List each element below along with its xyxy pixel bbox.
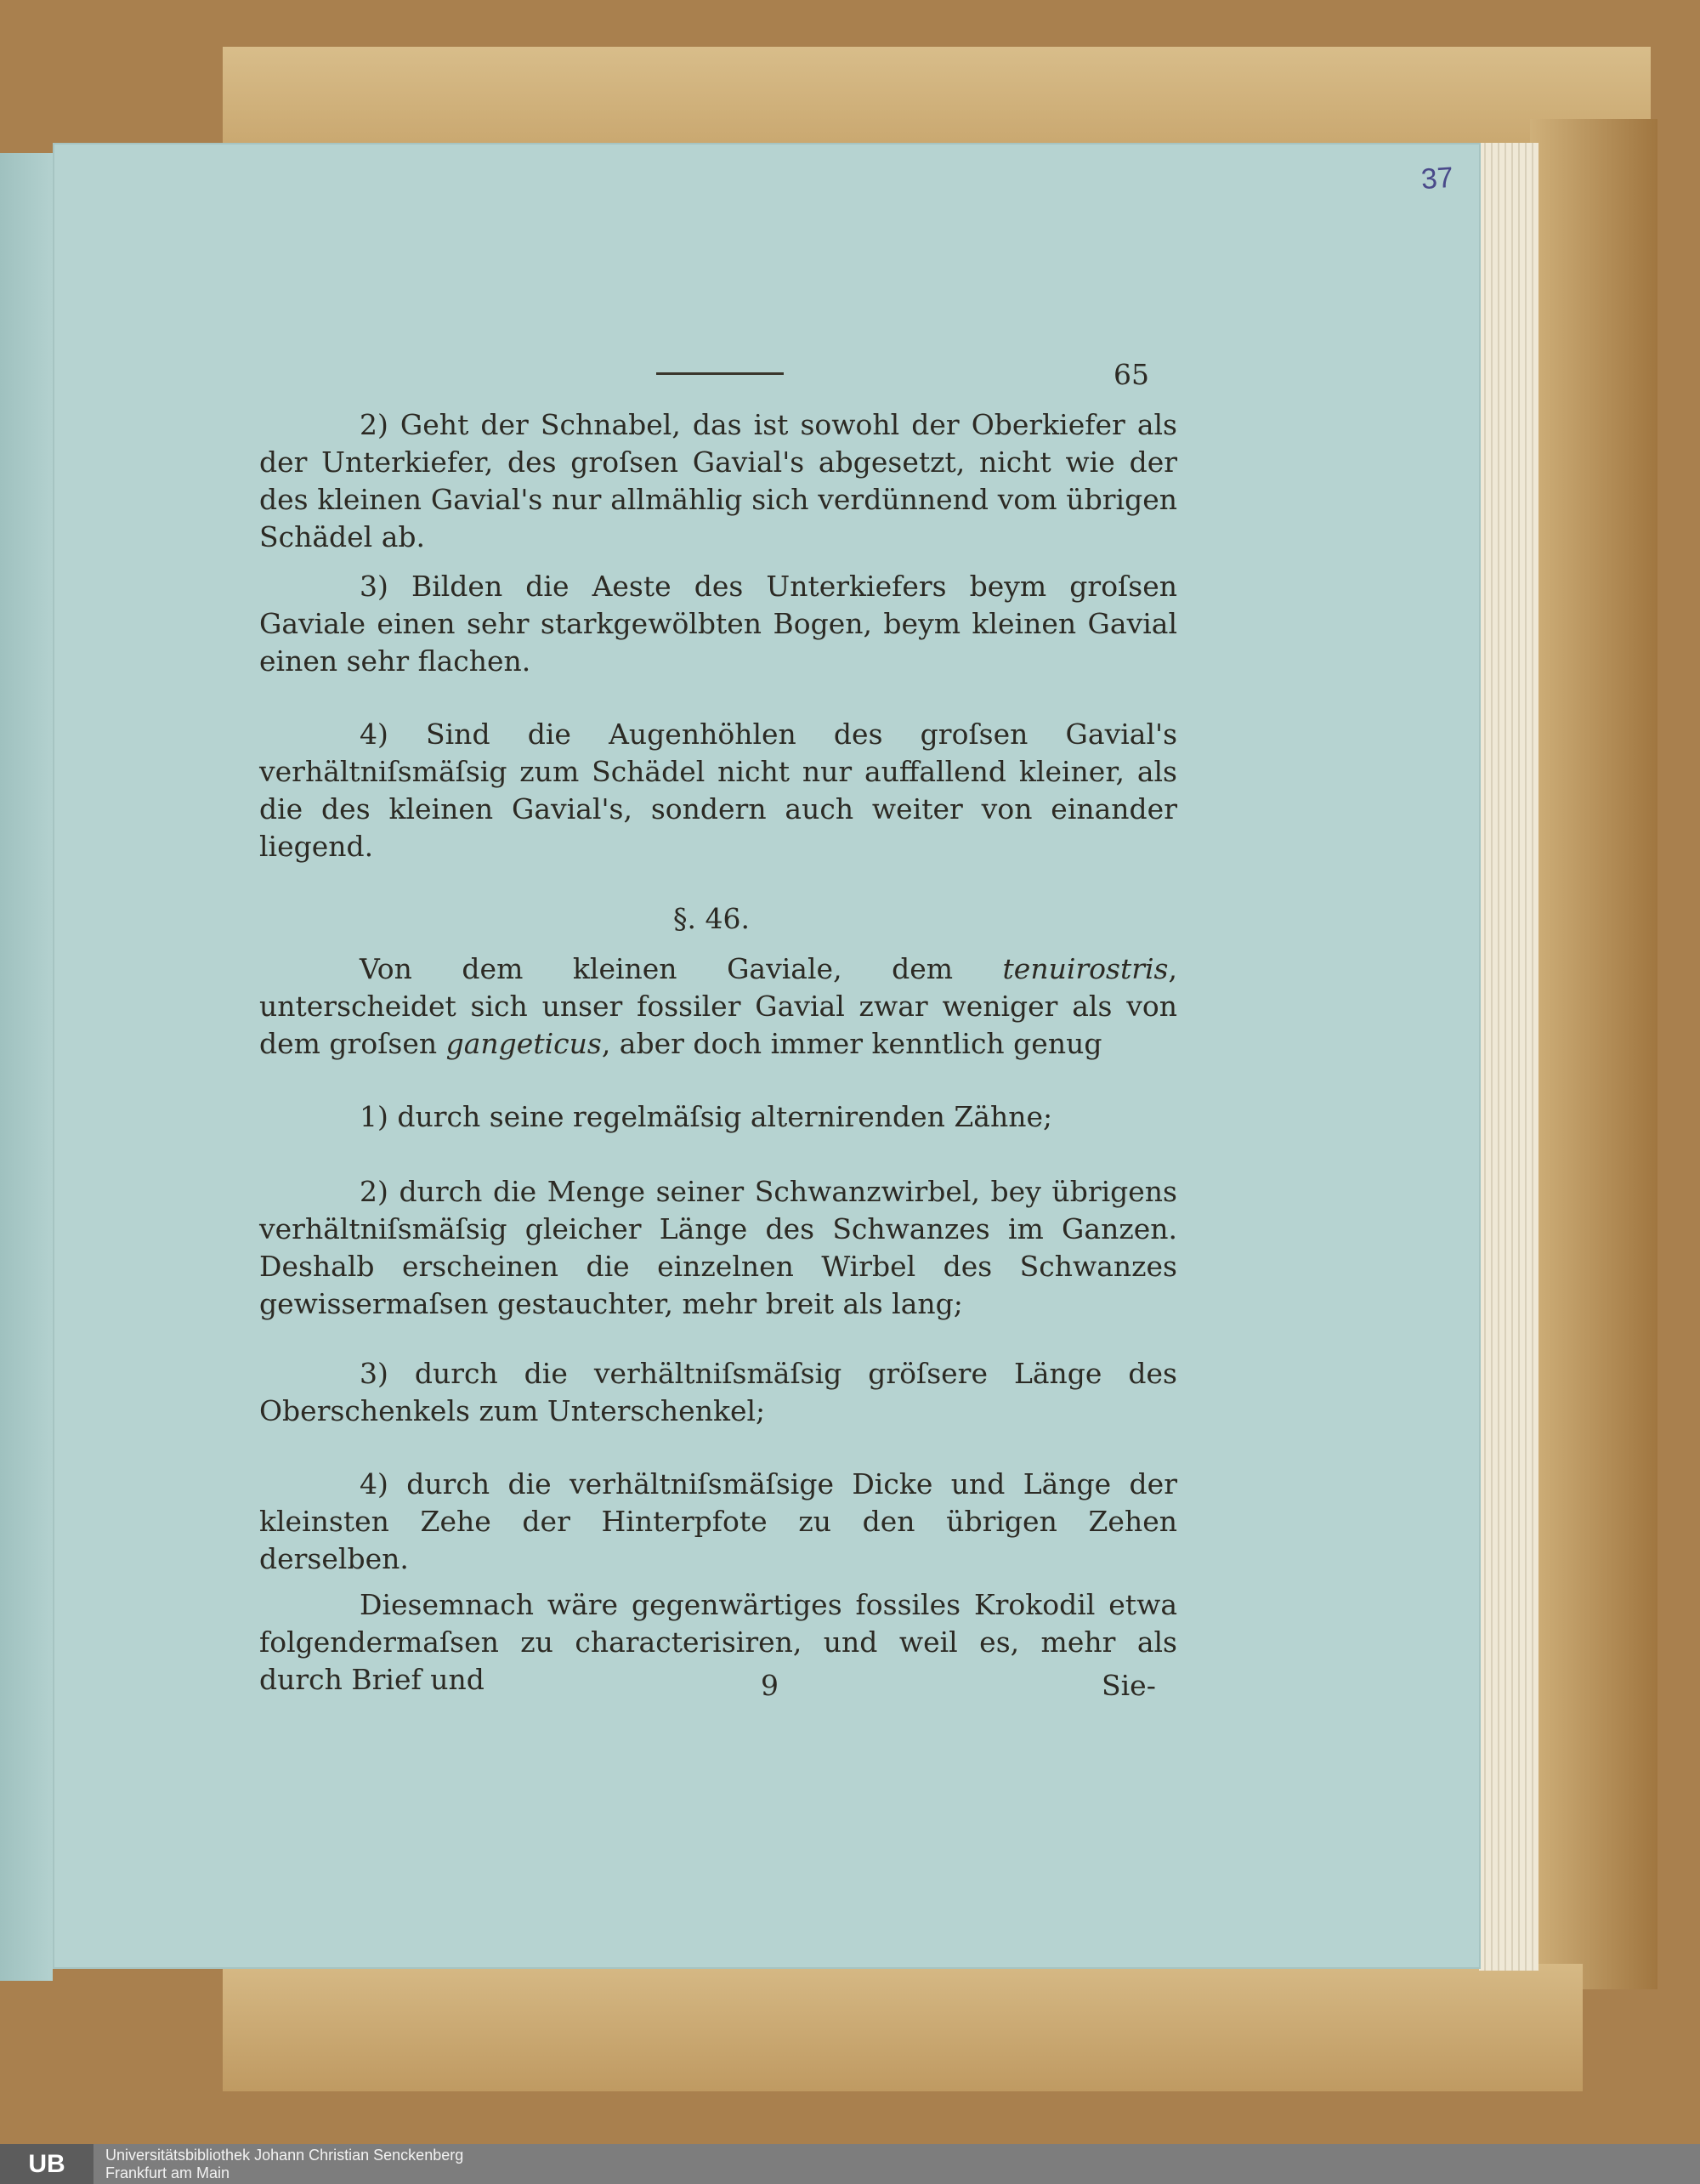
- paragraph-text: Diesemnach wäre gegenwärtiges fossiles Krokodil etwa folgendermaſsen zu characterisiren, und weil es, mehr als durch Brief und: [259, 1588, 1177, 1696]
- catchword: Sie-: [1102, 1669, 1156, 1702]
- paragraph-2: [259, 406, 1177, 556]
- paragraph-intro: [259, 950, 1177, 1063]
- page-edges: [1479, 143, 1538, 1971]
- species-name: gangeticus: [445, 1027, 602, 1060]
- library-name-line1: Universitätsbibliothek Johann Christian Senckenberg: [105, 2146, 464, 2164]
- list-item-4: [259, 1466, 1177, 1578]
- paragraph-text: 3) Bilden die Aeste des Unterkiefers beym groſsen Gaviale einen sehr starkgewölbten Bogen, beym kleinen Gavial einen sehr flachen.: [259, 570, 1177, 678]
- library-footer: [0, 2144, 1700, 2184]
- paragraph-text: 3) durch die verhältniſsmäſsig gröſsere Länge des Oberschenkels zum Unterschenkel;: [259, 1357, 1177, 1427]
- paragraph-text: 1) durch seine regelmäſsig alternirenden Zähne;: [360, 1100, 1053, 1133]
- text-run: , unterscheidet sich unser fossiler Gavial zwar weniger als von dem groſsen: [259, 952, 1177, 1060]
- library-name: [105, 2147, 463, 2182]
- book-board-bottom: [223, 1964, 1583, 2091]
- text-run: Von dem kleinen Gaviale, dem: [360, 952, 1003, 985]
- paragraph-4: [259, 716, 1177, 865]
- paragraph-text: 4) Sind die Augenhöhlen des groſsen Gavial's verhältniſsmäſsig zum Schädel nicht nur auffallend kleiner, als die des kleinen Gavial's, sondern auch weiter von einander liegend.: [259, 718, 1177, 863]
- ub-logo: UB: [0, 2144, 94, 2184]
- paragraph-3: [259, 568, 1177, 680]
- paragraph-text: [259, 950, 1177, 1063]
- paragraph-text: 4) durch die verhältniſsmäſsige Dicke und Länge der kleinsten Zehe der Hinterpfote zu den übrigen Zehen derselben.: [259, 1467, 1177, 1575]
- list-item-2: [259, 1173, 1177, 1323]
- folio-number: 37: [1420, 161, 1455, 196]
- book-board-top: [223, 47, 1651, 149]
- signature-mark: 9: [761, 1669, 779, 1702]
- species-name: tenuirostris: [1002, 952, 1169, 985]
- list-item-3: [259, 1355, 1177, 1430]
- paragraph-conclusion: [259, 1586, 1177, 1699]
- paragraph-text: 2) durch die Menge seiner Schwanzwirbel, bey übrigens verhältniſsmäſsig gleicher Länge des Schwanzes im Ganzen. Deshalb erscheinen die einzelnen Wirbel des Schwanzes gewissermaſsen gestauchter, mehr breit als lang;: [259, 1175, 1177, 1320]
- section-heading: §. 46.: [673, 902, 750, 935]
- book-board-right: [1530, 119, 1658, 1989]
- list-item-1: [259, 1098, 1177, 1136]
- text-run: , aber doch immer kenntlich genug: [601, 1027, 1102, 1060]
- paragraph-text: 2) Geht der Schnabel, das ist sowohl der Oberkiefer als der Unterkiefer, des groſsen Gavial's abgesetzt, nicht wie der des kleinen Gavial's nur allmählig sich verdünnend vom übrigen Schädel ab.: [259, 408, 1177, 553]
- page-number: 65: [1114, 358, 1149, 391]
- facing-page-edge: [0, 153, 53, 1981]
- header-rule: [656, 372, 784, 375]
- library-name-line2: Frankfurt am Main: [105, 2164, 230, 2181]
